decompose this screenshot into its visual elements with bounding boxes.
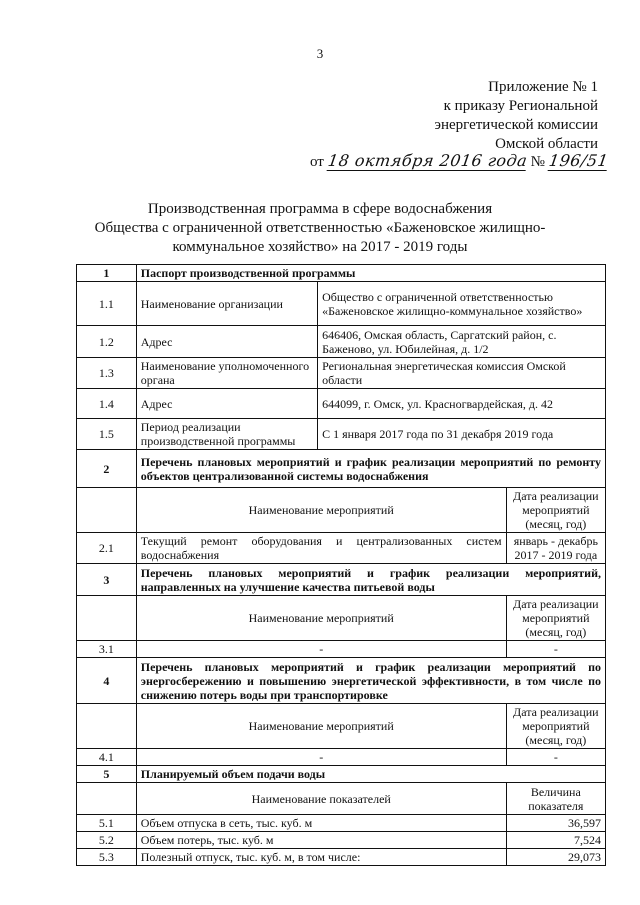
document-title — [60, 200, 580, 257]
title-line-3: коммунальное хозяйство» на 2017 - 2019 годы — [172, 239, 468, 255]
row-label: Адрес — [136, 389, 317, 419]
appendix-block — [435, 78, 598, 154]
section-1-header-row — [77, 265, 606, 282]
section-2-number: 2 — [77, 450, 137, 488]
handwritten-number: 196/51 — [547, 151, 610, 170]
section-5-number: 5 — [77, 766, 137, 783]
row-label: Период реализации производственной программы — [136, 419, 317, 450]
section-1-title: Паспорт производственной программы — [136, 265, 605, 282]
row-label: Адрес — [136, 326, 317, 358]
section-1-number: 1 — [77, 265, 137, 282]
section-4-header-row — [77, 658, 606, 704]
row-value: 36,597 — [506, 815, 605, 832]
appendix-line-4: Омской области — [495, 136, 598, 152]
row-number: 5.1 — [77, 815, 137, 832]
row-number: 1.1 — [77, 282, 137, 326]
table-row — [77, 419, 606, 450]
row-name: Объем отпуска в сеть, тыс. куб. м — [136, 815, 506, 832]
section-2-title: Перечень плановых мероприятий и график реализации мероприятий по ремонту объектов централизованной системы водоснабжения — [136, 450, 605, 488]
number-prefix: № — [530, 154, 545, 170]
section-5-header-row — [77, 766, 606, 783]
row-label: Наименование организации — [136, 282, 317, 326]
row-number: 1.3 — [77, 358, 137, 389]
table-row — [77, 282, 606, 326]
row-number: 3.1 — [77, 641, 137, 658]
column-header-date: Дата реализации мероприятий (месяц, год) — [506, 704, 605, 749]
date-prefix: от — [309, 154, 324, 170]
row-value: 644099, г. Омск, ул. Красногвардейская, д. 42 — [318, 389, 606, 419]
row-number: 2.1 — [77, 533, 137, 564]
appendix-line-3: энергетической комиссии — [434, 117, 598, 133]
table-row — [77, 533, 606, 564]
order-date-line — [310, 151, 608, 171]
section-3-header-row — [77, 564, 606, 596]
row-value: Региональная энергетическая комиссия Омской области — [318, 358, 606, 389]
column-header-name: Наименование мероприятий — [136, 596, 506, 641]
table-row — [77, 749, 606, 766]
row-name: - — [136, 749, 506, 766]
column-header-name: Наименование мероприятий — [136, 488, 506, 533]
appendix-line-1: Приложение № 1 — [488, 79, 598, 95]
row-date: январь - декабрь 2017 - 2019 года — [506, 533, 605, 564]
row-date: - — [506, 641, 605, 658]
row-number: 1.4 — [77, 389, 137, 419]
row-number: 1.5 — [77, 419, 137, 450]
table-row — [77, 389, 606, 419]
row-label: Наименование уполномоченного органа — [136, 358, 317, 389]
column-header-row — [77, 704, 606, 749]
row-value: С 1 января 2017 года по 31 декабря 2019 года — [318, 419, 606, 450]
row-number: 1.2 — [77, 326, 137, 358]
section-5-title: Планируемый объем подачи воды — [136, 766, 605, 783]
column-header-name: Наименование мероприятий — [136, 704, 506, 749]
table-row — [77, 815, 606, 832]
section-3-title: Перечень плановых мероприятий и график реализации мероприятий, направленных на улучшение качества питьевой воды — [136, 564, 605, 596]
row-name: Текущий ремонт оборудования и централизованных систем водоснабжения — [136, 533, 506, 564]
title-line-1: Производственная программа в сфере водоснабжения — [147, 201, 493, 217]
column-header-name: Наименование показателей — [136, 783, 506, 815]
row-name: Объем потерь, тыс. куб. м — [136, 832, 506, 849]
row-value: Общество с ограниченной ответственностью «Баженовское жилищно-коммунальное хозяйство» — [318, 282, 606, 326]
row-value: 29,073 — [506, 849, 605, 866]
column-header-value: Величина показателя — [506, 783, 605, 815]
row-number: 5.3 — [77, 849, 137, 866]
row-number: 4.1 — [77, 749, 137, 766]
section-4-number: 4 — [77, 658, 137, 704]
table-row — [77, 326, 606, 358]
column-header-row — [77, 596, 606, 641]
table-row — [77, 358, 606, 389]
row-date: - — [506, 749, 605, 766]
handwritten-date: 18 октября 2016 года — [326, 151, 529, 170]
appendix-line-2: к приказу Региональной — [443, 98, 598, 114]
title-line-2: Общества с ограниченной ответственностью «Баженовское жилищно- — [94, 220, 546, 236]
column-header-date: Дата реализации мероприятий (месяц, год) — [506, 488, 605, 533]
section-2-header-row — [77, 450, 606, 488]
row-name: - — [136, 641, 506, 658]
row-value: 646406, Омская область, Саргатский район, с. Баженово, ул. Юбилейная, д. 1/2 — [318, 326, 606, 358]
row-value: 7,524 — [506, 832, 605, 849]
program-table — [76, 264, 606, 866]
column-header-row — [77, 488, 606, 533]
page-number: 3 — [316, 46, 324, 61]
table-row — [77, 849, 606, 866]
row-name: Полезный отпуск, тыс. куб. м, в том числе: — [136, 849, 506, 866]
column-header-row — [77, 783, 606, 815]
table-row — [77, 641, 606, 658]
table-row — [77, 832, 606, 849]
section-4-title: Перечень плановых мероприятий и график реализации мероприятий по энергосбережению и повышению энергетической эффективности, в том числе по снижению потерь воды при транспортировке — [136, 658, 605, 704]
column-header-date: Дата реализации мероприятий (месяц, год) — [506, 596, 605, 641]
section-3-number: 3 — [77, 564, 137, 596]
row-number: 5.2 — [77, 832, 137, 849]
